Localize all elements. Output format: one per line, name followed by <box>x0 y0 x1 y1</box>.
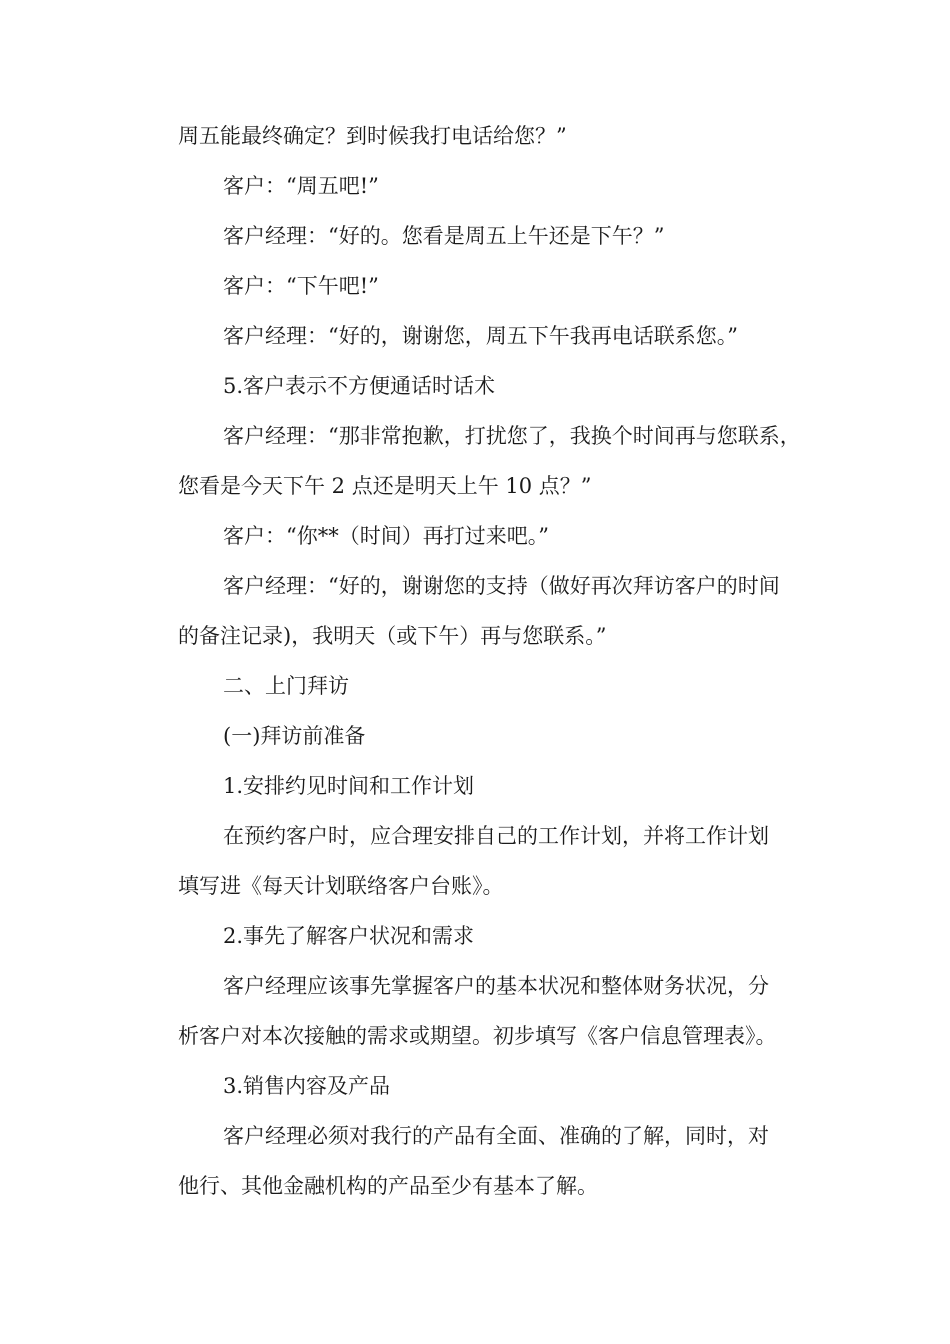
dialogue-line-customer: 客户：“下午吧!” <box>223 274 379 298</box>
body-paragraph-continuation: 他行、其他金融机构的产品至少有基本了解。 <box>178 1174 598 1198</box>
body-paragraph: 在预约客户时，应合理安排自己的工作计划，并将工作计划 <box>223 824 769 848</box>
chapter-heading: 二、上门拜访 <box>223 674 349 698</box>
dialogue-line-continuation: 的备注记录)，我明天（或下午）再与您联系。” <box>178 624 607 648</box>
dialogue-line-manager: 客户经理：“那非常抱歉，打扰您了，我换个时间再与您联系， <box>223 424 801 448</box>
dialogue-line-manager: 客户经理：“好的，谢谢您，周五下午我再电话联系您。” <box>223 324 738 348</box>
dialogue-line-manager: 客户经理：“好的。您看是周五上午还是下午？” <box>223 224 665 248</box>
section-heading: 5.客户表示不方便通话时话术 <box>223 374 496 398</box>
paragraph-continuation: 周五能最终确定？到时候我打电话给您？” <box>178 124 567 148</box>
dialogue-line-manager: 客户经理：“好的，谢谢您的支持（做好再次拜访客户的时间 <box>223 574 780 598</box>
dialogue-line-continuation: 您看是今天下午 2 点还是明天上午 10 点？” <box>178 474 592 498</box>
section-heading: 3.销售内容及产品 <box>223 1074 391 1098</box>
dialogue-line-customer: 客户：“你**（时间）再打过来吧。” <box>223 524 549 548</box>
section-heading: 1.安排约见时间和工作计划 <box>223 774 475 798</box>
section-heading: 2.事先了解客户状况和需求 <box>223 924 475 948</box>
body-paragraph: 客户经理应该事先掌握客户的基本状况和整体财务状况，分 <box>223 974 769 998</box>
body-paragraph-continuation: 填写进《每天计划联络客户台账》。 <box>178 874 504 898</box>
body-paragraph-continuation: 析客户对本次接触的需求或期望。初步填写《客户信息管理表》。 <box>178 1024 777 1048</box>
subsection-heading: (一)拜访前准备 <box>223 724 366 748</box>
dialogue-line-customer: 客户：“周五吧!” <box>223 174 379 198</box>
body-paragraph: 客户经理必须对我行的产品有全面、准确的了解，同时，对 <box>223 1124 769 1148</box>
